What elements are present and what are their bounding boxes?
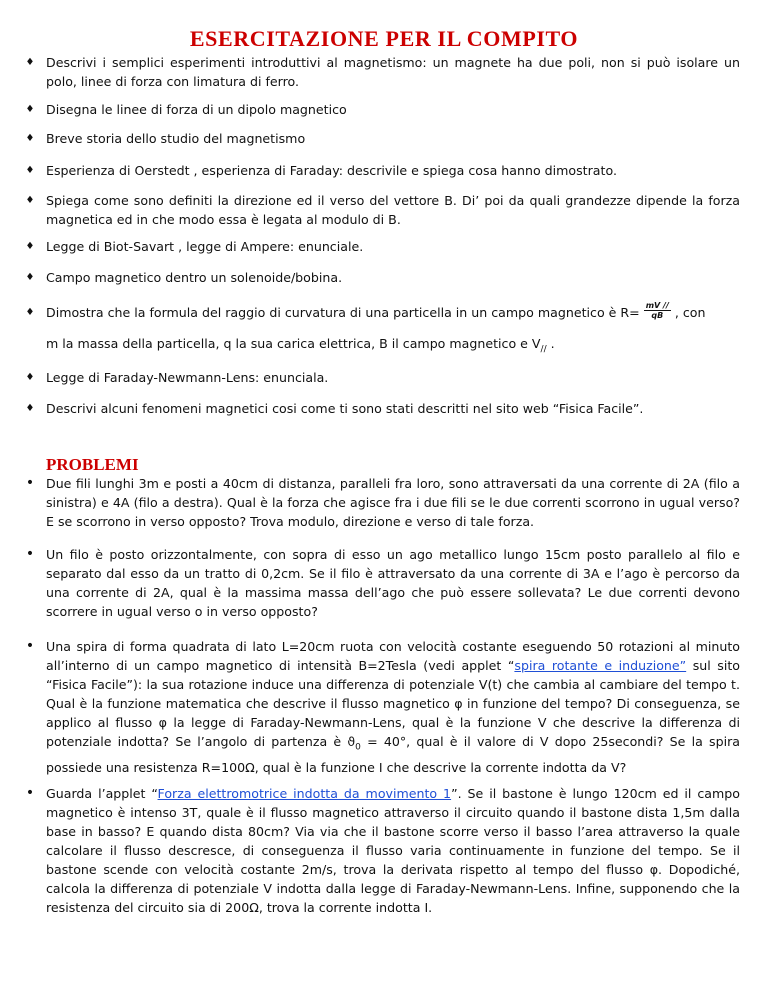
list-item — [25, 129, 306, 148]
exercise-text: Descrivi i semplici esperimenti introduttivi al magnetismo: un magnete ha due poli, non si può isolare un polo, linee di forza con limatura di ferro. — [46, 55, 740, 89]
list-item — [25, 161, 617, 180]
formula-denominator: qB — [651, 311, 664, 320]
diamond-bullet-icon: ♦ — [25, 272, 35, 283]
diamond-bullet-icon: ♦ — [25, 104, 35, 115]
exercise-text: Disegna le linee di forza di un dipolo magnetico — [46, 102, 347, 117]
list-item — [25, 399, 644, 418]
problem-text: Due fili lunghi 3m e posti a 40cm di distanza, paralleli fra loro, sono attraversati da una corrente di 2A (filo a sinistra) e 4A (filo a destra). Qual è la forza che agisce fra i due fili se le due correnti scorrono in ugual verso? E se scorrono in verso opposto? Trova modulo, direzione e verso di tale forza. — [46, 476, 740, 529]
exercise-text: Breve storia dello studio del magnetismo — [46, 131, 306, 146]
subscript-parallel: // — [540, 344, 547, 355]
diamond-bullet-icon: ♦ — [25, 403, 35, 414]
exercise-text-cont: , con — [674, 305, 706, 320]
list-item — [25, 100, 347, 119]
diamond-bullet-icon: ♦ — [25, 133, 35, 144]
exercise-text-end: . — [546, 336, 555, 351]
dot-bullet-icon: • — [25, 546, 35, 562]
diamond-bullet-icon: ♦ — [25, 372, 35, 383]
formula-numerator: mV // — [645, 301, 669, 310]
problem-text: ”. Se il bastone è lungo 120cm ed il campo magnetico è intenso 3T, quale è il flusso magnetico attraverso il circuito quando il bastone dista 1,5m dalla base in basso? E quando dista 80cm? Via via che il bastone scorre verso il basso l’area attraverso la quale calcolare il flusso descresce, di conseguenza il flusso varia continuamente in funzione del tempo. Se il bastone scende con velocità costante 2m/s, trova la derivata rispetto al tempo del flusso φ. Dopodiché, calcola la differenza di potenziale V indotta dalla legge di Faraday-Newmann-Lens. Infine, supponendo che la resistenza del circuito sia di 200Ω, trova la corrente indotta I. — [46, 786, 740, 915]
list-item — [25, 53, 740, 91]
list-item — [25, 474, 740, 531]
list-item — [25, 545, 740, 621]
exercise-text: Campo magnetico dentro un solenoide/bobina. — [46, 270, 343, 285]
page-title: ESERCITAZIONE PER IL COMPITO — [189, 26, 579, 51]
exercise-text: Spiega come sono definiti la direzione ed il verso del vettore B. Di’ poi da quali grandezze dipende la forza magnetica ed in che modo essa è legata al modulo di B. — [46, 193, 740, 227]
exercise-text: Esperienza di Oerstedt , esperienza di Faraday: descrivile e spiega cosa hanno dimostrato. — [46, 163, 617, 178]
radius-formula — [644, 301, 671, 320]
dot-bullet-icon: • — [25, 638, 35, 654]
problems-heading: PROBLEMI — [46, 455, 139, 474]
list-item — [25, 191, 740, 229]
problem-text: Guarda l’applet “ — [46, 786, 158, 801]
diamond-bullet-icon: ♦ — [25, 165, 35, 176]
exercise-text: Legge di Biot-Savart , legge di Ampere: enunciale. — [46, 239, 364, 254]
list-item — [25, 637, 740, 777]
list-item — [25, 301, 706, 360]
list-item — [25, 368, 329, 387]
problem-text: Una spira di forma quadrata di lato L=20cm ruota con velocità costante eseguendo 50 rotazioni al minuto all’interno di un campo magnetico di intensità B=2Tesla (vedi applet “ — [46, 639, 740, 673]
list-item — [25, 237, 364, 256]
list-item — [25, 784, 740, 917]
applet-link-spira-rotante[interactable]: spira rotante e induzione” — [514, 658, 687, 673]
problem-text: = 40°, qual è il valore di V dopo 25secondi? Se la spira possiede una resistenza R=100Ω, qual è la funzione I che descrive la corrente indotta da V? — [46, 734, 740, 775]
diamond-bullet-icon: ♦ — [25, 57, 35, 68]
applet-link-forza-elettromotrice[interactable]: Forza elettromotrice indotta da movimento 1 — [157, 786, 452, 801]
diamond-bullet-icon: ♦ — [25, 241, 35, 252]
subscript-zero: 0 — [355, 742, 361, 753]
problem-text: Un filo è posto orizzontalmente, con sopra di esso un ago metallico lungo 15cm posto parallelo al filo e separato dal esso da un tratto di 0,2cm. Se il filo è attraversato da una corrente di 3A e l’ago è percorso da una corrente di 2A, qual è la massima massa dell’ago che può essere sollevata? Le due correnti devono scorrere in ugual verso o in verso opposto? — [46, 547, 740, 619]
dot-bullet-icon: • — [25, 475, 35, 491]
diamond-bullet-icon: ♦ — [25, 307, 35, 318]
problem-text: sul sito “Fisica Facile”): la sua rotazione induce una differenza di potenziale V(t) che cambia al cambiare del tempo t. Qual è la funzione matematica che descrive il flusso magnetico φ in funzione del tempo? Di conseguenza, se applico al flusso φ la legge di Faraday-Newmann-Lens, qual è la funzione V che descrive la differenza di potenziale indotta? Se l’angolo di partenza è ϑ — [46, 658, 740, 749]
exercise-text: Dimostra che la formula del raggio di curvatura di una particella in un campo magnetico è R= — [46, 305, 640, 320]
exercise-text: m la massa della particella, q la sua carica elettrica, B il campo magnetico e V — [46, 336, 541, 351]
exercise-text: Descrivi alcuni fenomeni magnetici cosi come ti sono stati descritti nel sito web “Fisica Facile”. — [46, 401, 644, 416]
list-item — [25, 268, 343, 287]
diamond-bullet-icon: ♦ — [25, 195, 35, 206]
exercise-text-line2 — [46, 334, 555, 360]
dot-bullet-icon: • — [25, 785, 35, 801]
exercise-text: Legge di Faraday-Newmann-Lens: enunciala. — [46, 370, 329, 385]
